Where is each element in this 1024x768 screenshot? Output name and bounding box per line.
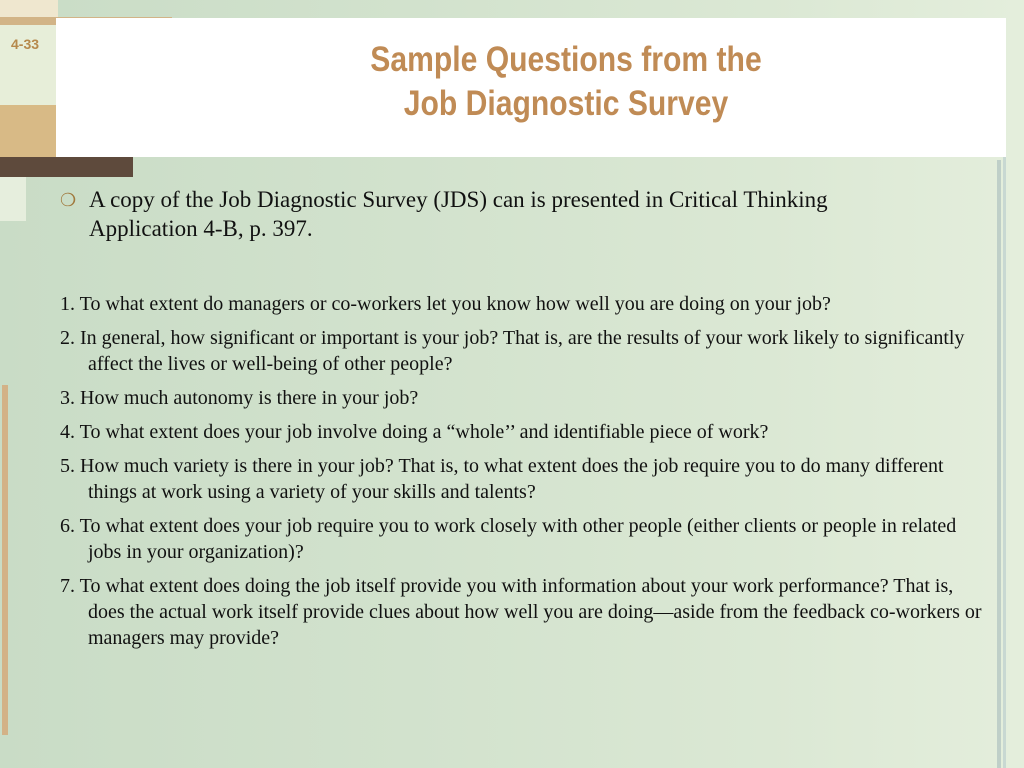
decorative-brown-bar: [0, 157, 133, 177]
question-item: 7. To what extent does doing the job itself provide you with information about your work performance? That is, does the actual work itself provide clues about how well you are doing—aside from the feedback co-workers or managers may provide?: [60, 575, 982, 649]
question-item: 3. How much autonomy is there in your job?: [60, 387, 419, 409]
decorative-square-light: [0, 0, 58, 17]
slide-title: [317, 38, 816, 126]
decorative-left-line: [2, 385, 8, 735]
slide-title-line-1: Sample Questions from the: [370, 40, 762, 79]
question-list: [60, 291, 985, 659]
decorative-right-line: [997, 160, 1001, 768]
intro-bullet-text: A copy of the Job Diagnostic Survey (JDS) can is presented in Critical Thinking Application 4-B, p. 397.: [89, 187, 828, 241]
decorative-right-line: [1003, 150, 1006, 768]
title-panel: [56, 18, 1006, 157]
decorative-square-tan: [0, 105, 56, 157]
question-item: 4. To what extent does your job involve doing a “whole’’ and identifiable piece of work?: [60, 421, 769, 443]
question-item: 2. In general, how significant or important is your job? That is, are the results of your work likely to significantly affect the lives or well-being of other people?: [60, 327, 965, 375]
question-item: 5. How much variety is there in your job? That is, to what extent does the job require you to do many different things at work using a variety of your skills and talents?: [60, 455, 944, 503]
circle-bullet-icon: ❍: [60, 190, 77, 211]
question-item: 6. To what extent does your job require you to work closely with other people (either clients or people in related jobs in your organization)?: [60, 515, 957, 563]
slide-title-line-2: Job Diagnostic Survey: [403, 84, 729, 123]
question-item: 1. To what extent do managers or co-workers let you know how well you are doing on your job?: [60, 293, 831, 315]
decorative-strip-light: [0, 177, 26, 221]
slide-number: 4-33: [11, 36, 40, 52]
intro-bullet: [60, 185, 940, 243]
